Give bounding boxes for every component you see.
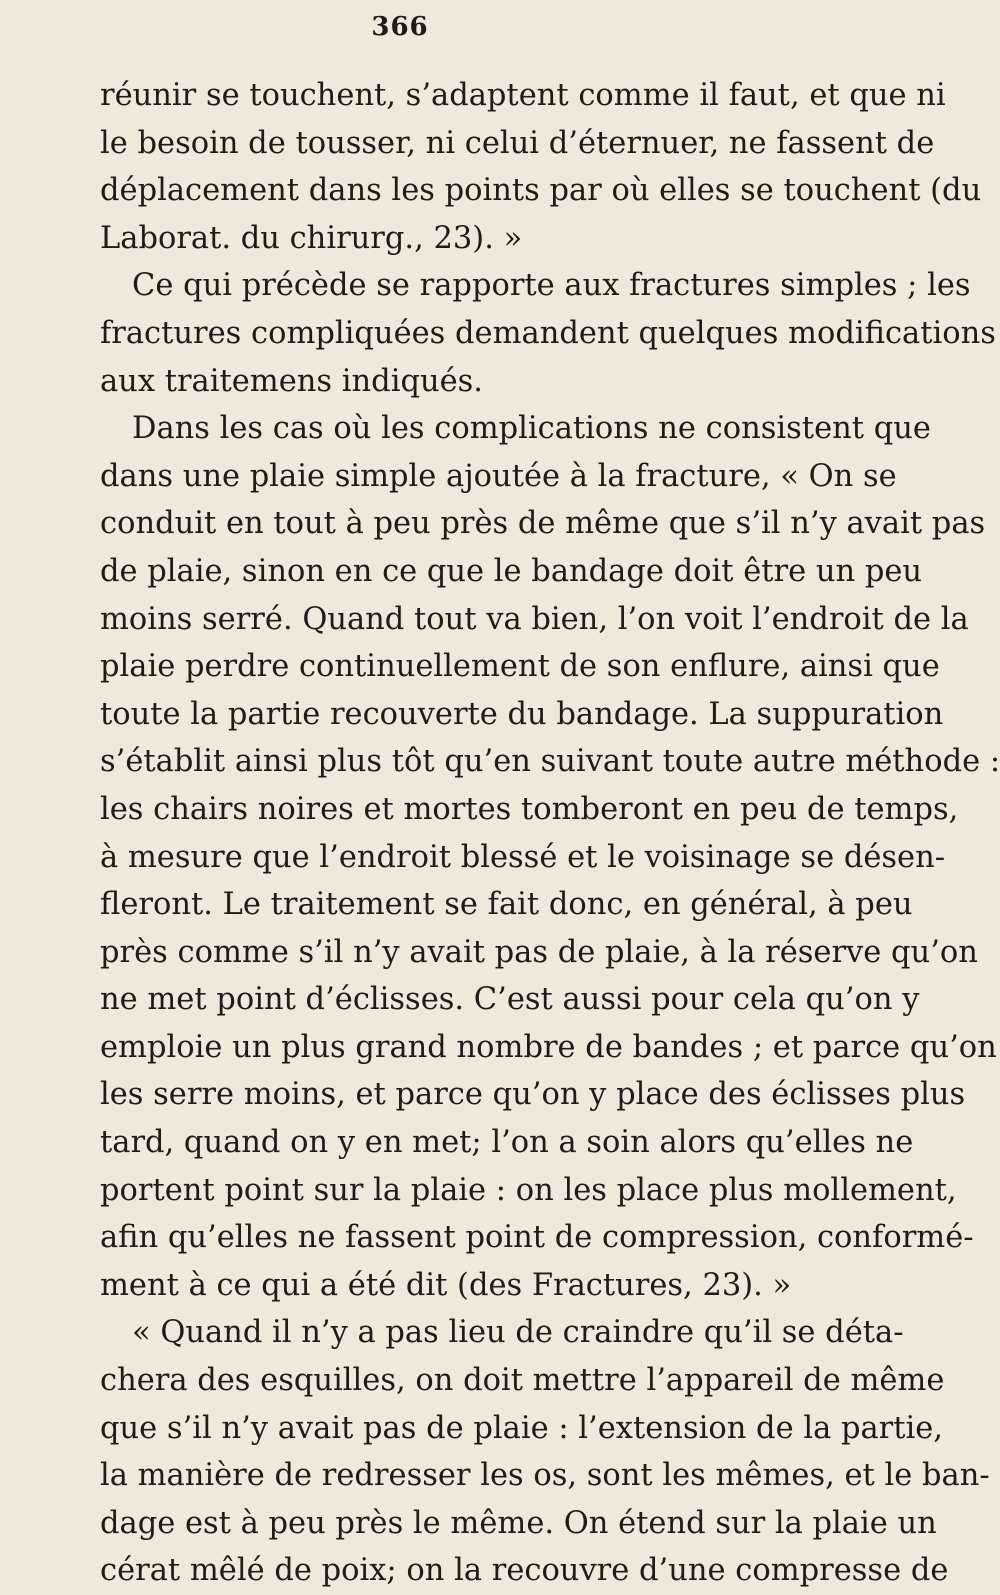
text-line: ment à ce qui a été dit (des Fractures, 23). » [100, 1267, 792, 1303]
text-line: tard, quand on y en met; l’on a soin alors qu’elles ne [100, 1125, 914, 1161]
text-line: que s’il n’y avait pas de plaie : l’extension de la partie, [100, 1410, 943, 1446]
text-line: le besoin de tousser, ni celui d’éternuer, ne fassent de [100, 125, 935, 161]
text-line: portent point sur la plaie : on les place plus mollement, [100, 1172, 957, 1208]
text-line: près comme s’il n’y avait pas de plaie, à la réserve qu’on [100, 934, 978, 970]
text-line: conduit en tout à peu près de même que s’il n’y avait pas [100, 506, 986, 542]
page-number: 366 [371, 12, 429, 42]
text-line: les chairs noires et mortes tomberont en peu de temps, [100, 791, 959, 827]
text-line: ne met point d’éclisses. C’est aussi pour cela qu’on y [100, 982, 920, 1018]
text-line: réunir se touchent, s’adaptent comme il faut, et que ni [100, 78, 946, 113]
text-line: déplacement dans les points par où elles se touchent (du [100, 173, 982, 209]
text-line: cérat mêlé de poix; on la recouvre d’une compresse de [100, 1553, 949, 1589]
text-line: les serre moins, et parce qu’on y place des éclisses plus [100, 1077, 966, 1113]
text-line: Laborat. du chirurg., 23). » [100, 220, 523, 256]
text-line: afin qu’elles ne fassent point de compression, conformé- [100, 1220, 974, 1256]
text-line: Ce qui précède se rapporte aux fractures simples ; les [132, 268, 971, 304]
text-line: la manière de redresser les os, sont les mêmes, et le ban- [100, 1458, 990, 1494]
text-line: chera des esquilles, on doit mettre l’appareil de même [100, 1363, 945, 1399]
text-line: Dans les cas où les complications ne consistent que [132, 411, 931, 447]
text-line: de plaie, sinon en ce que le bandage doit être un peu [100, 553, 923, 589]
text-line: fractures compliquées demandent quelques modifications [100, 315, 996, 351]
text-line: moins serré. Quand tout va bien, l’on voit l’endroit de la [100, 601, 969, 637]
text-line: toute la partie recouverte du bandage. La suppuration [100, 696, 944, 732]
text-line: aux traitemens indiqués. [100, 363, 484, 399]
text-line: « Quand il n’y a pas lieu de craindre qu’il se déta- [132, 1315, 904, 1351]
text-line: dans une plaie simple ajoutée à la fracture, « On se [100, 458, 897, 494]
text-line: à mesure que l’endroit blessé et le voisinage se désen- [100, 839, 946, 875]
text-line: plaie perdre continuellement de son enflure, ainsi que [100, 649, 940, 685]
text-line: s’établit ainsi plus tôt qu’en suivant toute autre méthode : [100, 744, 1000, 780]
text-line: dage est à peu près le même. On étend sur la plaie un [100, 1505, 937, 1541]
text-line: emploie un plus grand nombre de bandes ; et parce qu’on [100, 1029, 997, 1065]
body-text [100, 72, 1000, 1595]
text-line: fleront. Le traitement se fait donc, en général, à peu [100, 887, 913, 923]
